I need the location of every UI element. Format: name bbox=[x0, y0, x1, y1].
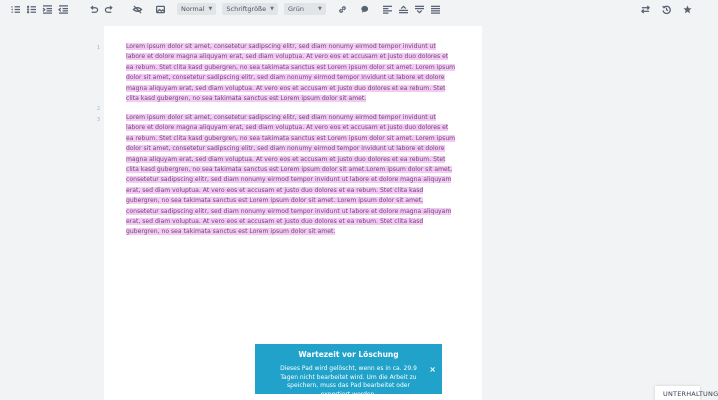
history-icon[interactable] bbox=[659, 2, 673, 16]
paragraph-style-select[interactable] bbox=[177, 3, 216, 15]
indent-icon[interactable] bbox=[40, 2, 54, 16]
close-icon[interactable]: × bbox=[429, 365, 436, 374]
swap-icon[interactable] bbox=[638, 2, 652, 16]
chevron-down-icon: ▼ bbox=[208, 6, 213, 12]
outdent-icon[interactable] bbox=[56, 2, 70, 16]
toast-message: Dieses Pad wird gelöscht, wenn es in ca. 29.9 Tagen nicht bearbeitet wird. Um die Arbeit zu speichern, muss das Pad bearbeitet oder exportiert werden. bbox=[280, 365, 417, 398]
font-color-select[interactable] bbox=[284, 3, 326, 15]
line-number: 3 bbox=[96, 117, 100, 123]
image-icon[interactable] bbox=[153, 2, 167, 16]
star-icon[interactable] bbox=[680, 2, 694, 16]
line-number: 2 bbox=[96, 106, 100, 112]
font-size-select[interactable] bbox=[222, 3, 278, 15]
toast-title: Wartezeit vor Löschung bbox=[298, 350, 399, 359]
line-number: 1 bbox=[96, 45, 100, 51]
editor-paragraph[interactable] bbox=[126, 42, 456, 104]
align-left-icon[interactable] bbox=[381, 2, 395, 16]
chat-button[interactable]: UNTERHALTUNG bbox=[655, 386, 700, 400]
redo-icon[interactable] bbox=[102, 2, 116, 16]
align-right-icon[interactable] bbox=[413, 2, 427, 16]
align-justify-icon[interactable] bbox=[429, 2, 443, 16]
undo-icon[interactable] bbox=[86, 2, 100, 16]
align-center-icon[interactable] bbox=[397, 2, 411, 16]
ordered-list-icon[interactable] bbox=[8, 2, 22, 16]
chevron-down-icon: ▼ bbox=[317, 6, 322, 12]
editor-paragraph[interactable] bbox=[126, 113, 456, 238]
editor-toolbar bbox=[0, 0, 700, 18]
clear-authorship-icon[interactable] bbox=[130, 2, 144, 16]
comment-icon[interactable] bbox=[359, 2, 373, 16]
font-size-label: Schriftgröße bbox=[226, 5, 267, 13]
unordered-list-icon[interactable] bbox=[24, 2, 38, 16]
deletion-warning-toast bbox=[255, 344, 442, 398]
link-icon[interactable] bbox=[336, 2, 350, 16]
paragraph-style-label: Normal bbox=[181, 5, 205, 13]
font-color-label: Grün bbox=[288, 5, 304, 13]
chevron-down-icon: ▼ bbox=[270, 6, 274, 12]
highlighted-text: Lorem ipsum dolor sit amet, consetetur sadipscing elitr, sed diam nonumy eirmod tempor invidunt ut labore et dolore magna aliquyam erat, sed diam voluptua. At vero eos et accusam et justo duo dolores et ea rebum. Stet clita kasd gubergren, no sea takimata sanctus est Lorem ipsum dolor sit amet. Lorem ipsum dolor sit amet, consetetur sadipscing elitr, sed diam nonumy eirmod tempor invidunt ut labore et dolore magna aliquyam erat, sed diam voluptua. At vero eos et accusam et justo duo dolores et ea rebum. Stet clita kasd gubergren, no sea takimata sanctus est Lorem ipsum dolor sit amet. bbox=[126, 43, 456, 103]
highlighted-text: Lorem ipsum dolor sit amet, consetetur sadipscing elitr, sed diam nonumy eirmod tempor invidunt ut labore et dolore magna aliquyam erat, sed diam voluptua. At vero eos et accusam et justo duo dolores et ea rebum. Stet clita kasd gubergren, no sea takimata sanctus est Lorem ipsum dolor sit amet. Lorem ipsum dolor sit amet, consetetur sadipscing elitr, sed diam nonumy eirmod tempor invidunt ut labore et dolore magna aliquyam erat, sed diam voluptua. At vero eos et accusam et justo duo dolores et ea rebum. Stet clita kasd gubergren, no sea takimata sanctus est Lorem ipsum dolor sit amet.Lorem ipsum dolor sit amet, consetetur sadipscing elitr, sed diam nonumy eirmod tempor invidunt ut labore et dolore magna aliquyam erat, sed diam voluptua. At vero eos et accusam et justo duo dolores et ea rebum. Stet clita kasd gubergren, no sea takimata sanctus est Lorem ipsum dolor sit amet. Lorem ipsum dolor sit amet, consetetur sadipscing elitr, sed diam nonumy eirmod tempor invidunt ut labore et dolore magna aliquyam erat, sed diam voluptua. At vero eos et accusam et justo duo dolores et ea rebum. Stet clita kasd gubergren, no sea takimata sanctus est Lorem ipsum dolor sit amet. bbox=[126, 114, 456, 236]
